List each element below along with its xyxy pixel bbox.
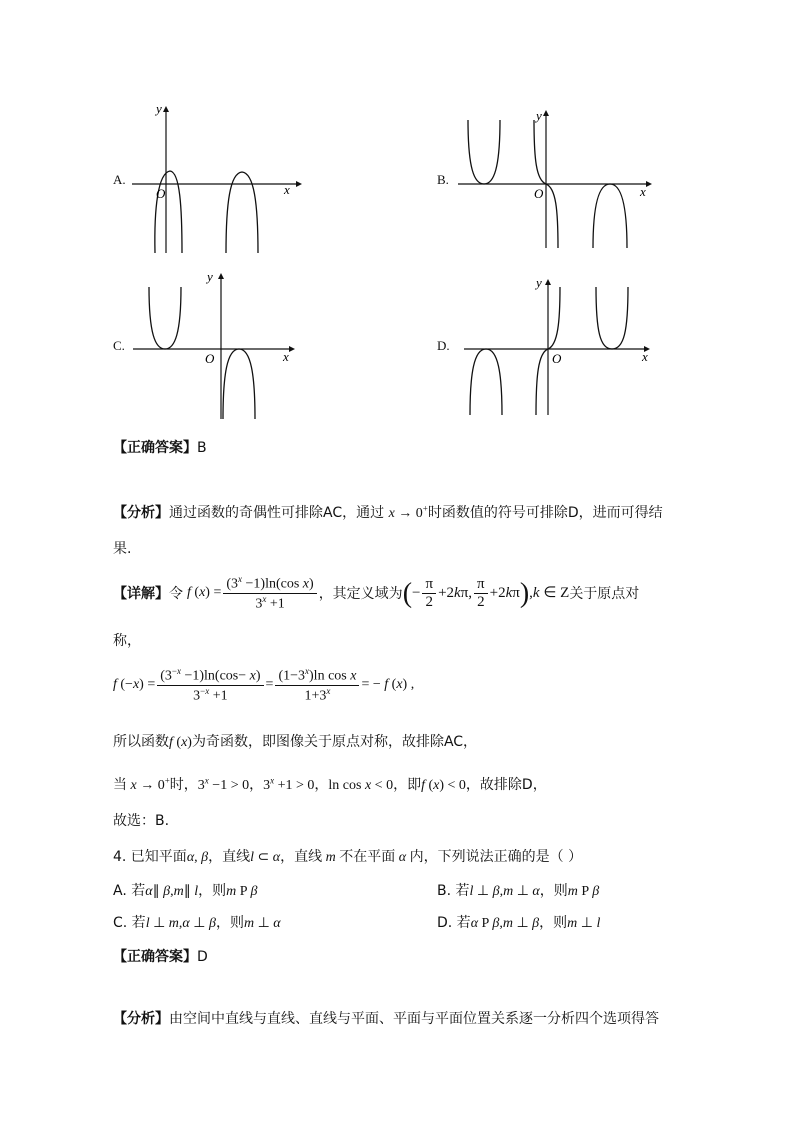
detail-text: 称， [113, 633, 141, 649]
detail-text: 为奇函数，即图像关于原点对称，故排除AC， [191, 734, 478, 750]
detail-text: 时， [169, 777, 198, 793]
x-axis-label: x [642, 349, 648, 364]
q4-answer-line [113, 946, 208, 966]
curve-d-1 [470, 349, 502, 415]
analysis-tag: 【分析】 [113, 505, 169, 521]
option-text: A. 若 [113, 883, 146, 899]
q4-option-c: C. 若l ⊥ m,α ⊥ β，则m ⊥ α [113, 915, 281, 931]
option-d-label: D. [437, 338, 450, 353]
q3-detail-line-2 [113, 630, 141, 650]
option-text: C. 若 [113, 915, 146, 931]
stem-text: 内，下列说法正确的是（ ） [409, 849, 583, 865]
graph-b [450, 98, 660, 258]
math-domain: (− $\frac{\pi}{2}$ +2kπ, $\frac{\pi}{2}$ +2kπ),k ∈ Z [402, 575, 570, 610]
curve-c-1 [149, 287, 181, 349]
analysis-text: 由空间中直线与直线、直线与平面、平面与平面位置关系逐一分析四个选项得答 [169, 1011, 659, 1027]
x-axis-arrow [296, 181, 302, 187]
option-text: D. 若 [437, 915, 471, 931]
graph-c [125, 265, 305, 425]
detail-text: 令 [169, 586, 183, 603]
option-a-label: A. [113, 172, 126, 187]
graph-a [120, 98, 310, 258]
q3-analysis-line-2 [113, 538, 131, 558]
origin-label: O [534, 186, 544, 201]
x-axis-arrow [646, 181, 652, 187]
graph-d [460, 265, 660, 425]
math-fraction: $\frac{(1-3^x)\ln \cos x}{1+3^x}$ [275, 666, 359, 705]
q3-analysis-line-1 [113, 502, 663, 522]
y-axis-arrow [163, 106, 169, 112]
q4-option-a: A. 若α∥ β,m∥ l，则m P β [113, 883, 258, 899]
y-axis-label: y [207, 269, 213, 284]
y-axis-arrow [543, 110, 549, 116]
origin-label: O [205, 351, 215, 366]
analysis-tag: 【分析】 [113, 1011, 169, 1027]
detail-text: 所以函数 [113, 734, 169, 750]
stem-text: ，直线 [280, 849, 323, 865]
math-fx: f (x) = [187, 585, 222, 601]
q3-odd-line: 所以函数f (x)为奇函数，即图像关于原点对称，故排除AC， [113, 734, 478, 750]
x-axis-label: x [283, 349, 289, 364]
conclusion-text: 故选：B. [113, 813, 170, 829]
option-text: B. 若 [437, 883, 470, 899]
analysis-text: 通过函数的奇偶性可排除AC，通过 [169, 505, 385, 521]
option-text: ，则 [215, 915, 244, 931]
analysis-text: 果. [113, 541, 132, 557]
y-axis-arrow [218, 273, 224, 279]
y-axis-arrow [545, 279, 551, 285]
y-axis-label: y [536, 275, 542, 290]
x-axis-label: x [284, 182, 290, 197]
math-fraction: $\frac{(3^{-x} -1)\ln(\cos- x)}{3^{-x} +1}$ [157, 666, 263, 705]
detail-text: 当 [113, 777, 127, 793]
answer-tag: 【正确答案】 [113, 440, 197, 456]
origin-label: O [156, 186, 166, 201]
q4-option-b: B. 若l ⊥ β,m ⊥ α，则m P β [437, 883, 600, 899]
answer-value: B [197, 440, 207, 456]
detail-text: ，其定义域为 [318, 586, 403, 603]
q4-analysis-line [113, 1008, 659, 1028]
stem-text: 不在平面 [339, 849, 396, 865]
detail-text: ，即 [393, 777, 422, 793]
answer-tag: 【正确答案】 [113, 949, 197, 965]
stem-text: 4. 已知平面 [113, 849, 187, 865]
q4-stem: 4. 已知平面α, β，直线l ⊂ α，直线 m 不在平面 α 内，下列说法正确的是（ ） [113, 849, 583, 865]
q3-answer-line [113, 437, 207, 457]
x-axis-label: x [640, 184, 646, 199]
q3-conclusion [113, 810, 169, 830]
curve-b-3 [593, 184, 627, 248]
curve-b-1 [468, 120, 500, 184]
math-fraction: $\frac{(3^x -1)\ln(\cos x)}{3^x +1}$ [223, 574, 316, 613]
q3-when-line: 当 x → 0+时，$3^x -1 > 0$，$3^x +1 > 0$，ln cos x < 0，即f (x) < 0，故排除D， [113, 775, 547, 793]
math-limit: x → 0+ [388, 503, 428, 521]
q3-detail-line-1 [113, 574, 639, 613]
y-axis-label: y [156, 101, 162, 116]
curve-d-3 [596, 287, 628, 349]
analysis-text: 时函数值的符号可排除D，进而可得结 [427, 505, 663, 521]
curve-c-2 [223, 349, 255, 419]
q4-option-d: D. 若α P β,m ⊥ β，则m ⊥ l [437, 915, 601, 931]
y-axis-label: y [536, 108, 542, 123]
detail-tag: 【详解】 [113, 586, 169, 603]
origin-label: O [552, 351, 562, 366]
option-c-label: C. [113, 338, 125, 353]
x-axis-arrow [289, 346, 295, 352]
detail-text: ，故排除D， [465, 777, 547, 793]
option-text: ，则 [539, 883, 568, 899]
curve-a-1 [155, 171, 182, 253]
option-text: ，则 [198, 883, 227, 899]
option-text: ，则 [539, 915, 568, 931]
detail-text: 关于原点对 [569, 586, 640, 603]
stem-text: ，直线 [208, 849, 251, 865]
answer-value: D [197, 949, 208, 965]
q3-equation-line: f (−x) = $\frac{(3^{-x} -1)\ln(\cos- x)}{3^{-x} +1}$ = $\frac{(1-3^x)\ln \cos x}{1+3^x}$ = − f (x) , [113, 666, 415, 704]
option-b-label: B. [437, 172, 449, 187]
